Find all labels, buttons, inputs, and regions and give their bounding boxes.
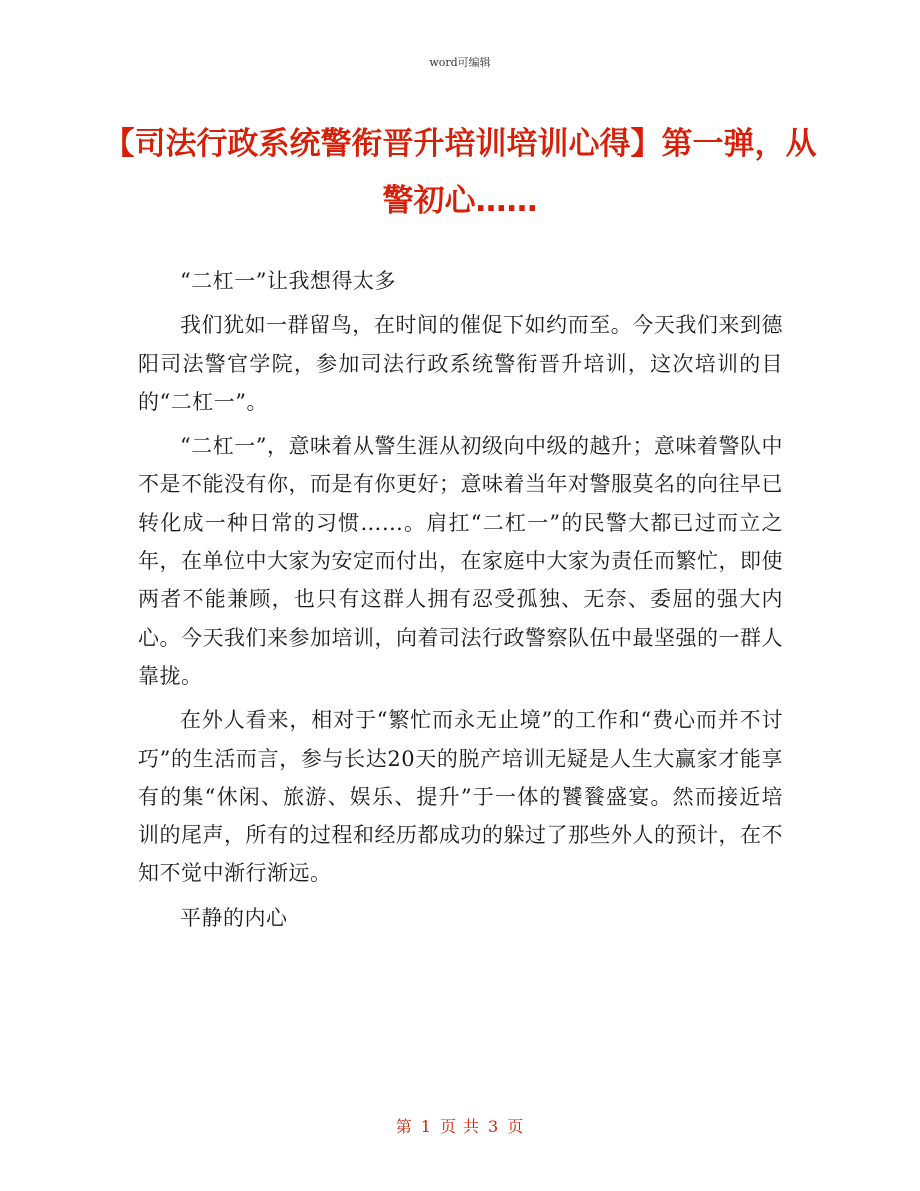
page-label-mid: 页 共 [439,1117,481,1136]
current-page-number: 1 [420,1117,432,1136]
paragraph: “二杠一”，意味着从警生涯从初级向中级的越升；意味着警队中不是不能没有你，而是有你更好；意味着当年对警服莫名的向往早已转化成一种日常的习惯……。肩扛“二杠一”的民警大都已过而立之年，在单位中大家为安定而付出，在家庭中大家为责任而繁忙，即使两者不能兼顾，也只有这群人拥有忍受孤独、无奈、委屈的强大内心。今天我们来参加培训，向着司法行政警察队伍中最坚强的一群人靠拢。 [138,434,783,688]
document-body [138,262,783,943]
page-label-prefix: 第 [395,1117,413,1136]
paragraph: 在外人看来，相对于“繁忙而永无止境”的工作和“费心而并不讨巧”的生活而言，参与长达20天的脱产培训无疑是人生大赢家才能享有的集“休闲、旅游、娱乐、提升”于一体的饕餮盛宴。然而接近培训的尾声，所有的过程和经历都成功的躲过了那些外人的预计，在不知不觉中渐行渐远。 [138,708,783,886]
paragraph-subheading-1: “二杠一”让我想得太多 [180,269,396,293]
page-label-suffix: 页 [507,1117,525,1136]
document-title: 【司法行政系统警衔晋升培训培训心得】第一弹，从警初心…… [103,126,817,219]
paragraph-subheading-2: 平静的内心 [180,905,288,930]
total-pages-number: 3 [488,1117,500,1136]
paragraph: 我们犹如一群留鸟，在时间的催促下如约而至。今天我们来到德阳司法警官学院，参加司法行政系统警衔晋升培训，这次培训的目的“二杠一”。 [138,313,783,414]
header-note: word可编辑 [429,56,491,69]
page-footer [0,1114,920,1137]
